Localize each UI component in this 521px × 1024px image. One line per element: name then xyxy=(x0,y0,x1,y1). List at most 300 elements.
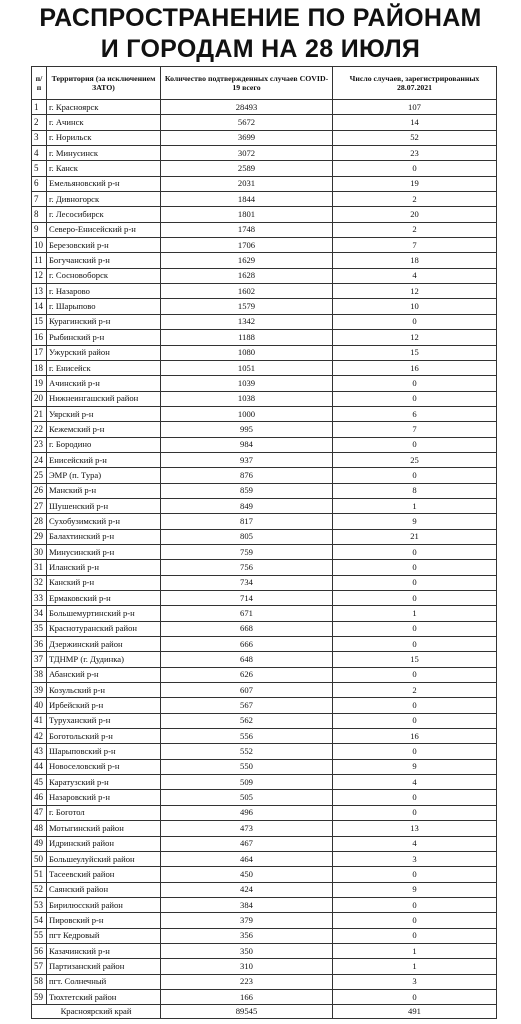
table-body xyxy=(32,100,497,1019)
row-day: 0 xyxy=(333,698,497,713)
row-day: 0 xyxy=(333,790,497,805)
header-territory: Территория (за исключением ЗАТО) xyxy=(47,67,161,100)
row-territory: Шушенский р-н xyxy=(47,498,161,513)
row-number: 16 xyxy=(32,330,47,345)
row-day: 2 xyxy=(333,683,497,698)
table-row xyxy=(32,146,497,161)
row-territory: Ачинский р-н xyxy=(47,376,161,391)
row-number: 23 xyxy=(32,437,47,452)
row-number: 22 xyxy=(32,422,47,437)
row-territory: г. Норильск xyxy=(47,130,161,145)
row-territory: пгт. Солнечный xyxy=(47,974,161,989)
row-number: 34 xyxy=(32,606,47,621)
row-territory: г. Минусинск xyxy=(47,146,161,161)
row-territory: Тасеевский район xyxy=(47,867,161,882)
table-row xyxy=(32,775,497,790)
row-number: 4 xyxy=(32,146,47,161)
row-day: 14 xyxy=(333,115,497,130)
row-number: 6 xyxy=(32,176,47,191)
row-number: 58 xyxy=(32,974,47,989)
row-number: 37 xyxy=(32,652,47,667)
row-total: 3699 xyxy=(161,130,333,145)
table-row xyxy=(32,560,497,575)
row-day: 4 xyxy=(333,836,497,851)
table-row xyxy=(32,867,497,882)
row-day: 7 xyxy=(333,422,497,437)
row-total: 756 xyxy=(161,560,333,575)
row-territory: Ирбейский р-н xyxy=(47,698,161,713)
row-territory: Новоселовский р-н xyxy=(47,759,161,774)
row-total: 995 xyxy=(161,422,333,437)
header-num: п/п xyxy=(32,67,47,100)
row-number: 57 xyxy=(32,959,47,974)
row-number: 55 xyxy=(32,928,47,943)
row-territory: г. Красноярск xyxy=(47,100,161,115)
row-territory: Енисейский р-н xyxy=(47,452,161,467)
row-territory: Северо-Енисейский р-н xyxy=(47,222,161,237)
row-number: 51 xyxy=(32,867,47,882)
row-total: 668 xyxy=(161,621,333,636)
row-territory: Казачинский р-н xyxy=(47,943,161,958)
page-title xyxy=(0,0,521,65)
row-number: 49 xyxy=(32,836,47,851)
table-row xyxy=(32,805,497,820)
row-territory: г. Дивногорск xyxy=(47,192,161,207)
row-total: 350 xyxy=(161,943,333,958)
total-label: Красноярский край xyxy=(32,1005,161,1019)
row-number: 12 xyxy=(32,268,47,283)
row-total: 759 xyxy=(161,544,333,559)
row-territory: Большеулуйский район xyxy=(47,851,161,866)
row-territory: Каратузский р-н xyxy=(47,775,161,790)
row-day: 15 xyxy=(333,652,497,667)
row-total: 984 xyxy=(161,437,333,452)
table-row xyxy=(32,652,497,667)
table-row xyxy=(32,621,497,636)
row-total: 562 xyxy=(161,713,333,728)
title-line-1: РАСПРОСТРАНЕНИЕ ПО РАЙОНАМ xyxy=(39,4,482,32)
row-total: 714 xyxy=(161,591,333,606)
row-day: 3 xyxy=(333,851,497,866)
row-territory: Абанский р-н xyxy=(47,667,161,682)
table-row xyxy=(32,452,497,467)
row-number: 35 xyxy=(32,621,47,636)
row-territory: Партизанский район xyxy=(47,959,161,974)
table-row xyxy=(32,713,497,728)
row-day: 0 xyxy=(333,667,497,682)
row-total: 473 xyxy=(161,821,333,836)
row-day: 4 xyxy=(333,775,497,790)
row-number: 40 xyxy=(32,698,47,713)
row-day: 0 xyxy=(333,897,497,912)
row-total: 1038 xyxy=(161,391,333,406)
row-territory: Боготольский р-н xyxy=(47,729,161,744)
row-total: 467 xyxy=(161,836,333,851)
row-total: 424 xyxy=(161,882,333,897)
row-number: 43 xyxy=(32,744,47,759)
row-total: 817 xyxy=(161,514,333,529)
table-row xyxy=(32,437,497,452)
table-row xyxy=(32,744,497,759)
row-day: 9 xyxy=(333,759,497,774)
row-territory: ТДНМР (г. Дудинка) xyxy=(47,652,161,667)
row-number: 32 xyxy=(32,575,47,590)
row-day: 0 xyxy=(333,161,497,176)
row-total: 1706 xyxy=(161,238,333,253)
table-row xyxy=(32,667,497,682)
row-total: 356 xyxy=(161,928,333,943)
title-line-2: И ГОРОДАМ НА 28 ИЮЛЯ xyxy=(100,35,421,63)
row-day: 0 xyxy=(333,913,497,928)
row-territory: г. Бородино xyxy=(47,437,161,452)
table-row xyxy=(32,913,497,928)
table-row xyxy=(32,483,497,498)
row-day: 0 xyxy=(333,575,497,590)
row-day: 18 xyxy=(333,253,497,268)
row-territory: Краснотуранский район xyxy=(47,621,161,636)
row-total: 464 xyxy=(161,851,333,866)
row-day: 0 xyxy=(333,437,497,452)
table-row xyxy=(32,268,497,283)
row-total: 734 xyxy=(161,575,333,590)
row-total: 1188 xyxy=(161,330,333,345)
table-row xyxy=(32,683,497,698)
table-row xyxy=(32,345,497,360)
table-row xyxy=(32,406,497,421)
row-total: 310 xyxy=(161,959,333,974)
row-day: 0 xyxy=(333,376,497,391)
row-total: 567 xyxy=(161,698,333,713)
table-row xyxy=(32,192,497,207)
row-territory: Иланский р-н xyxy=(47,560,161,575)
row-territory: г. Шарыпово xyxy=(47,299,161,314)
table-row xyxy=(32,544,497,559)
row-day: 2 xyxy=(333,192,497,207)
row-day: 7 xyxy=(333,238,497,253)
table-row xyxy=(32,821,497,836)
row-number: 41 xyxy=(32,713,47,728)
row-territory: Назаровский р-н xyxy=(47,790,161,805)
row-day: 1 xyxy=(333,943,497,958)
table-row xyxy=(32,284,497,299)
row-territory: Курагинский р-н xyxy=(47,314,161,329)
row-total: 859 xyxy=(161,483,333,498)
row-total: 626 xyxy=(161,667,333,682)
row-total: 450 xyxy=(161,867,333,882)
row-territory: г. Сосновоборск xyxy=(47,268,161,283)
row-number: 54 xyxy=(32,913,47,928)
table-row xyxy=(32,759,497,774)
table-row xyxy=(32,314,497,329)
row-day: 0 xyxy=(333,928,497,943)
row-territory: Идринский район xyxy=(47,836,161,851)
table-row xyxy=(32,330,497,345)
row-day: 0 xyxy=(333,713,497,728)
row-total: 937 xyxy=(161,452,333,467)
row-number: 7 xyxy=(32,192,47,207)
row-total: 223 xyxy=(161,974,333,989)
table-row xyxy=(32,176,497,191)
row-day: 0 xyxy=(333,560,497,575)
table-row xyxy=(32,974,497,989)
row-total: 505 xyxy=(161,790,333,805)
table-row xyxy=(32,851,497,866)
row-number: 50 xyxy=(32,851,47,866)
row-total: 1039 xyxy=(161,376,333,391)
row-number: 14 xyxy=(32,299,47,314)
row-day: 6 xyxy=(333,406,497,421)
row-number: 44 xyxy=(32,759,47,774)
row-territory: г. Канск xyxy=(47,161,161,176)
row-territory: ЭМР (п. Тура) xyxy=(47,468,161,483)
table-row xyxy=(32,836,497,851)
row-total: 3072 xyxy=(161,146,333,161)
covid-cases-table xyxy=(31,66,497,1019)
row-day: 9 xyxy=(333,514,497,529)
row-number: 46 xyxy=(32,790,47,805)
table-row xyxy=(32,161,497,176)
row-territory: Тюхтетский район xyxy=(47,989,161,1004)
row-territory: Туруханский р-н xyxy=(47,713,161,728)
table-row xyxy=(32,207,497,222)
row-total: 1602 xyxy=(161,284,333,299)
row-territory: Емельяновский р-н xyxy=(47,176,161,191)
row-number: 39 xyxy=(32,683,47,698)
table-header-row xyxy=(32,67,497,100)
table-row xyxy=(32,360,497,375)
row-day: 16 xyxy=(333,360,497,375)
table-row xyxy=(32,100,497,115)
row-total: 1844 xyxy=(161,192,333,207)
table-row xyxy=(32,514,497,529)
row-day: 3 xyxy=(333,974,497,989)
table-row xyxy=(32,698,497,713)
row-day: 0 xyxy=(333,867,497,882)
row-territory: Пировский р-н xyxy=(47,913,161,928)
table-row xyxy=(32,115,497,130)
row-total: 1080 xyxy=(161,345,333,360)
total-row xyxy=(32,1005,497,1019)
row-total: 671 xyxy=(161,606,333,621)
row-territory: Дзержинский район xyxy=(47,637,161,652)
table-row xyxy=(32,222,497,237)
row-number: 36 xyxy=(32,637,47,652)
row-territory: Сухобузимский р-н xyxy=(47,514,161,529)
row-number: 24 xyxy=(32,452,47,467)
row-territory: Богучанский р-н xyxy=(47,253,161,268)
row-day: 0 xyxy=(333,637,497,652)
row-territory: Березовский р-н xyxy=(47,238,161,253)
row-day: 21 xyxy=(333,529,497,544)
row-number: 15 xyxy=(32,314,47,329)
row-number: 29 xyxy=(32,529,47,544)
row-total: 1801 xyxy=(161,207,333,222)
row-total: 849 xyxy=(161,498,333,513)
row-day: 23 xyxy=(333,146,497,161)
row-day: 0 xyxy=(333,544,497,559)
row-number: 26 xyxy=(32,483,47,498)
row-day: 0 xyxy=(333,805,497,820)
row-total: 2031 xyxy=(161,176,333,191)
table-row xyxy=(32,253,497,268)
row-day: 0 xyxy=(333,591,497,606)
row-territory: г. Боготол xyxy=(47,805,161,820)
table-row xyxy=(32,989,497,1004)
row-territory: Канский р-н xyxy=(47,575,161,590)
row-total: 876 xyxy=(161,468,333,483)
row-number: 56 xyxy=(32,943,47,958)
row-territory: г. Назарово xyxy=(47,284,161,299)
row-total: 1342 xyxy=(161,314,333,329)
row-total: 509 xyxy=(161,775,333,790)
row-number: 1 xyxy=(32,100,47,115)
table-row xyxy=(32,790,497,805)
row-number: 10 xyxy=(32,238,47,253)
header-day: Число случаев, зарегистрированных 28.07.2021 xyxy=(333,67,497,100)
row-territory: Кежемский р-н xyxy=(47,422,161,437)
row-number: 5 xyxy=(32,161,47,176)
row-day: 52 xyxy=(333,130,497,145)
row-day: 25 xyxy=(333,452,497,467)
row-day: 0 xyxy=(333,621,497,636)
table-row xyxy=(32,376,497,391)
row-total: 28493 xyxy=(161,100,333,115)
header-total: Количество подтвержденных случаев COVID-19 всего xyxy=(161,67,333,100)
row-number: 52 xyxy=(32,882,47,897)
row-day: 13 xyxy=(333,821,497,836)
row-territory: пгт Кедровый xyxy=(47,928,161,943)
table-row xyxy=(32,238,497,253)
row-total: 1051 xyxy=(161,360,333,375)
row-number: 13 xyxy=(32,284,47,299)
row-day: 1 xyxy=(333,606,497,621)
table-row xyxy=(32,637,497,652)
table-row xyxy=(32,468,497,483)
row-day: 0 xyxy=(333,468,497,483)
row-day: 8 xyxy=(333,483,497,498)
row-number: 30 xyxy=(32,544,47,559)
row-total: 5672 xyxy=(161,115,333,130)
row-total: 1000 xyxy=(161,406,333,421)
row-total: 1748 xyxy=(161,222,333,237)
row-day: 16 xyxy=(333,729,497,744)
table-row xyxy=(32,529,497,544)
row-number: 3 xyxy=(32,130,47,145)
table-row xyxy=(32,606,497,621)
row-day: 0 xyxy=(333,314,497,329)
total-value: 89545 xyxy=(161,1005,333,1019)
row-number: 21 xyxy=(32,406,47,421)
row-total: 2589 xyxy=(161,161,333,176)
row-total: 166 xyxy=(161,989,333,1004)
row-number: 27 xyxy=(32,498,47,513)
row-day: 107 xyxy=(333,100,497,115)
row-number: 8 xyxy=(32,207,47,222)
row-total: 556 xyxy=(161,729,333,744)
table-row xyxy=(32,928,497,943)
total-day: 491 xyxy=(333,1005,497,1019)
row-total: 552 xyxy=(161,744,333,759)
row-number: 20 xyxy=(32,391,47,406)
row-territory: Шарыповский р-н xyxy=(47,744,161,759)
row-day: 9 xyxy=(333,882,497,897)
row-number: 53 xyxy=(32,897,47,912)
row-day: 10 xyxy=(333,299,497,314)
table-row xyxy=(32,498,497,513)
row-territory: Манский р-н xyxy=(47,483,161,498)
row-day: 20 xyxy=(333,207,497,222)
row-total: 1628 xyxy=(161,268,333,283)
row-day: 12 xyxy=(333,284,497,299)
row-territory: Саянский район xyxy=(47,882,161,897)
row-territory: Бирилюсский район xyxy=(47,897,161,912)
table-row xyxy=(32,130,497,145)
row-number: 59 xyxy=(32,989,47,1004)
row-number: 11 xyxy=(32,253,47,268)
table-row xyxy=(32,897,497,912)
row-day: 1 xyxy=(333,498,497,513)
row-number: 42 xyxy=(32,729,47,744)
row-territory: Рыбинский р-н xyxy=(47,330,161,345)
row-total: 1579 xyxy=(161,299,333,314)
row-territory: Ужурский район xyxy=(47,345,161,360)
row-total: 550 xyxy=(161,759,333,774)
row-territory: Уярский р-н xyxy=(47,406,161,421)
table-row xyxy=(32,591,497,606)
row-day: 12 xyxy=(333,330,497,345)
row-total: 607 xyxy=(161,683,333,698)
table-row xyxy=(32,943,497,958)
row-number: 48 xyxy=(32,821,47,836)
row-day: 19 xyxy=(333,176,497,191)
row-territory: Ермаковский р-н xyxy=(47,591,161,606)
row-territory: Минусинский р-н xyxy=(47,544,161,559)
row-territory: г. Енисейск xyxy=(47,360,161,375)
table-row xyxy=(32,729,497,744)
row-day: 0 xyxy=(333,391,497,406)
row-day: 0 xyxy=(333,989,497,1004)
row-day: 4 xyxy=(333,268,497,283)
row-number: 45 xyxy=(32,775,47,790)
row-number: 28 xyxy=(32,514,47,529)
row-total: 648 xyxy=(161,652,333,667)
row-territory: г. Лесосибирск xyxy=(47,207,161,222)
row-total: 805 xyxy=(161,529,333,544)
table-row xyxy=(32,299,497,314)
row-number: 19 xyxy=(32,376,47,391)
table-row xyxy=(32,391,497,406)
row-number: 17 xyxy=(32,345,47,360)
row-territory: Мотыгинский район xyxy=(47,821,161,836)
row-number: 18 xyxy=(32,360,47,375)
row-total: 384 xyxy=(161,897,333,912)
table-row xyxy=(32,882,497,897)
row-number: 9 xyxy=(32,222,47,237)
row-territory: Балахтинский р-н xyxy=(47,529,161,544)
row-total: 379 xyxy=(161,913,333,928)
row-total: 666 xyxy=(161,637,333,652)
row-number: 2 xyxy=(32,115,47,130)
table-row xyxy=(32,575,497,590)
row-total: 1629 xyxy=(161,253,333,268)
table-row xyxy=(32,422,497,437)
row-day: 1 xyxy=(333,959,497,974)
row-number: 25 xyxy=(32,468,47,483)
row-territory: Нижнеингашский район xyxy=(47,391,161,406)
row-number: 47 xyxy=(32,805,47,820)
table-row xyxy=(32,959,497,974)
row-territory: г. Ачинск xyxy=(47,115,161,130)
